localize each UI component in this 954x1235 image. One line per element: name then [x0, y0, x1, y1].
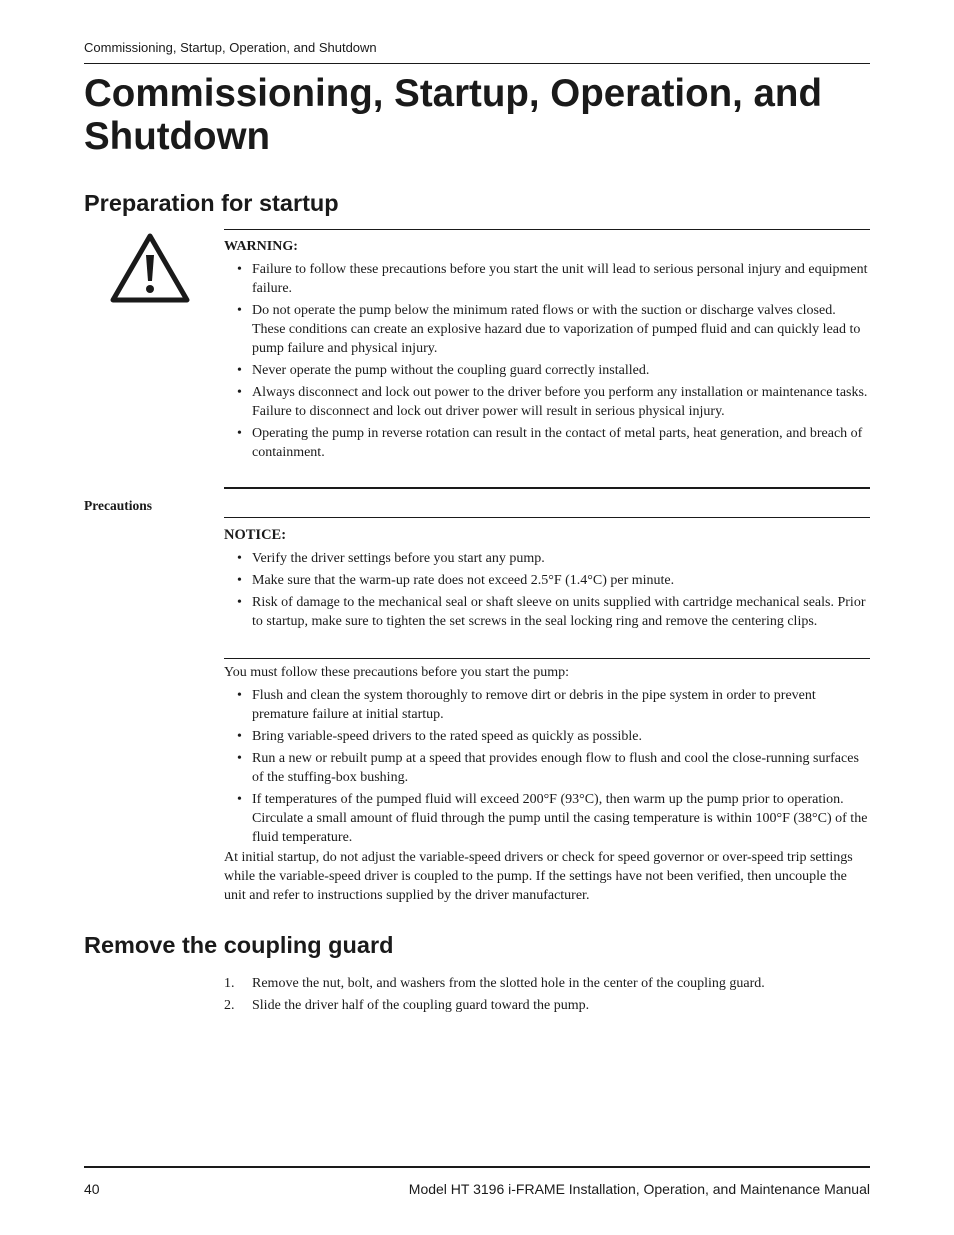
- warning-label: WARNING:: [224, 239, 298, 254]
- step-number: 2.: [224, 998, 235, 1013]
- warning-item: • Always disconnect and lock out power to the driver before you perform any installation or maintenance tasks. Failure to disconnect and lock out driver power will result in serious physical injury.: [224, 383, 870, 421]
- section-heading-coupling: Remove the coupling guard: [84, 932, 394, 958]
- warning-list: [224, 260, 870, 465]
- step-number: 1.: [224, 976, 235, 991]
- step-text: Slide the driver half of the coupling guard toward the pump.: [252, 998, 590, 1013]
- side-label-precautions: Precautions: [84, 498, 152, 513]
- warning-top-rule: [224, 229, 870, 230]
- warning-item: • Operating the pump in reverse rotation can result in the contact of metal parts, heat generation, and breach of containment.: [224, 424, 870, 462]
- step-item: [224, 996, 870, 1015]
- warning-triangle-icon: [110, 233, 190, 303]
- precaution-item: • If temperatures of the pumped fluid will exceed 200°F (93°C), then warm up the pump prior to operation. Circulate a small amount of fluid through the pump until the casing temperature is within 100°F (38°C) of the fluid temperature.: [224, 790, 870, 847]
- notice-item: • Risk of damage to the mechanical seal or shaft sleeve on units supplied with cartridge mechanical seals. Prior to startup, make sure to tighten the set screws in the seal locking ring and remove the centering clips.: [224, 593, 870, 631]
- step-item: [224, 974, 870, 993]
- manual-title: Model HT 3196 i-FRAME Installation, Operation, and Maintenance Manual: [408, 1181, 870, 1197]
- notice-bottom-rule: [224, 658, 870, 659]
- warning-item: • Failure to follow these precautions before you start the unit will lead to serious personal injury and equipment failure.: [224, 260, 870, 298]
- precaution-item: • Run a new or rebuilt pump at a speed that provides enough flow to flush and cool the close-running surfaces of the stuffing-box bushing.: [224, 749, 870, 787]
- notice-item: • Make sure that the warm-up rate does not exceed 2.5°F (1.4°C) per minute.: [224, 571, 870, 590]
- notice-item: • Verify the driver settings before you start any pump.: [224, 549, 870, 568]
- footer-rule: [84, 1166, 870, 1168]
- precautions-closing: At initial startup, do not adjust the variable-speed drivers or check for speed governor or over-speed trip settings while the variable-speed driver is coupled to the pump. If the settings have not been verified, then uncouple the unit and refer to instructions supplied by the driver manufacturer.: [224, 850, 853, 903]
- warning-item: • Never operate the pump without the coupling guard correctly installed.: [224, 361, 870, 380]
- section-heading-preparation: Preparation for startup: [84, 190, 339, 216]
- notice-label: NOTICE:: [224, 527, 287, 543]
- page-number: 40: [84, 1181, 100, 1197]
- warning-bottom-rule: [224, 487, 870, 489]
- precaution-item: • Bring variable-speed drivers to the rated speed as quickly as possible.: [224, 727, 870, 746]
- precautions-intro: You must follow these precautions before you start the pump:: [224, 665, 570, 680]
- step-text: Remove the nut, bolt, and washers from the slotted hole in the center of the coupling guard.: [252, 976, 765, 991]
- precautions-list: [224, 686, 870, 850]
- running-header: Commissioning, Startup, Operation, and Shutdown: [84, 40, 377, 55]
- precaution-item: • Flush and clean the system thoroughly to remove dirt or debris in the pipe system in order to prevent premature failure at initial startup.: [224, 686, 870, 724]
- header-rule: [84, 63, 870, 64]
- notice-list: [224, 549, 870, 634]
- warning-item: • Do not operate the pump below the minimum rated flows or with the suction or discharge valves closed. These conditions can create an explosive hazard due to vaporization of pumped fluid and can quickly lead to pump failure and physical injury.: [224, 301, 870, 358]
- coupling-steps: [224, 974, 870, 1018]
- notice-top-rule: [224, 517, 870, 518]
- page-title: Commissioning, Startup, Operation, and Shutdown: [84, 72, 822, 158]
